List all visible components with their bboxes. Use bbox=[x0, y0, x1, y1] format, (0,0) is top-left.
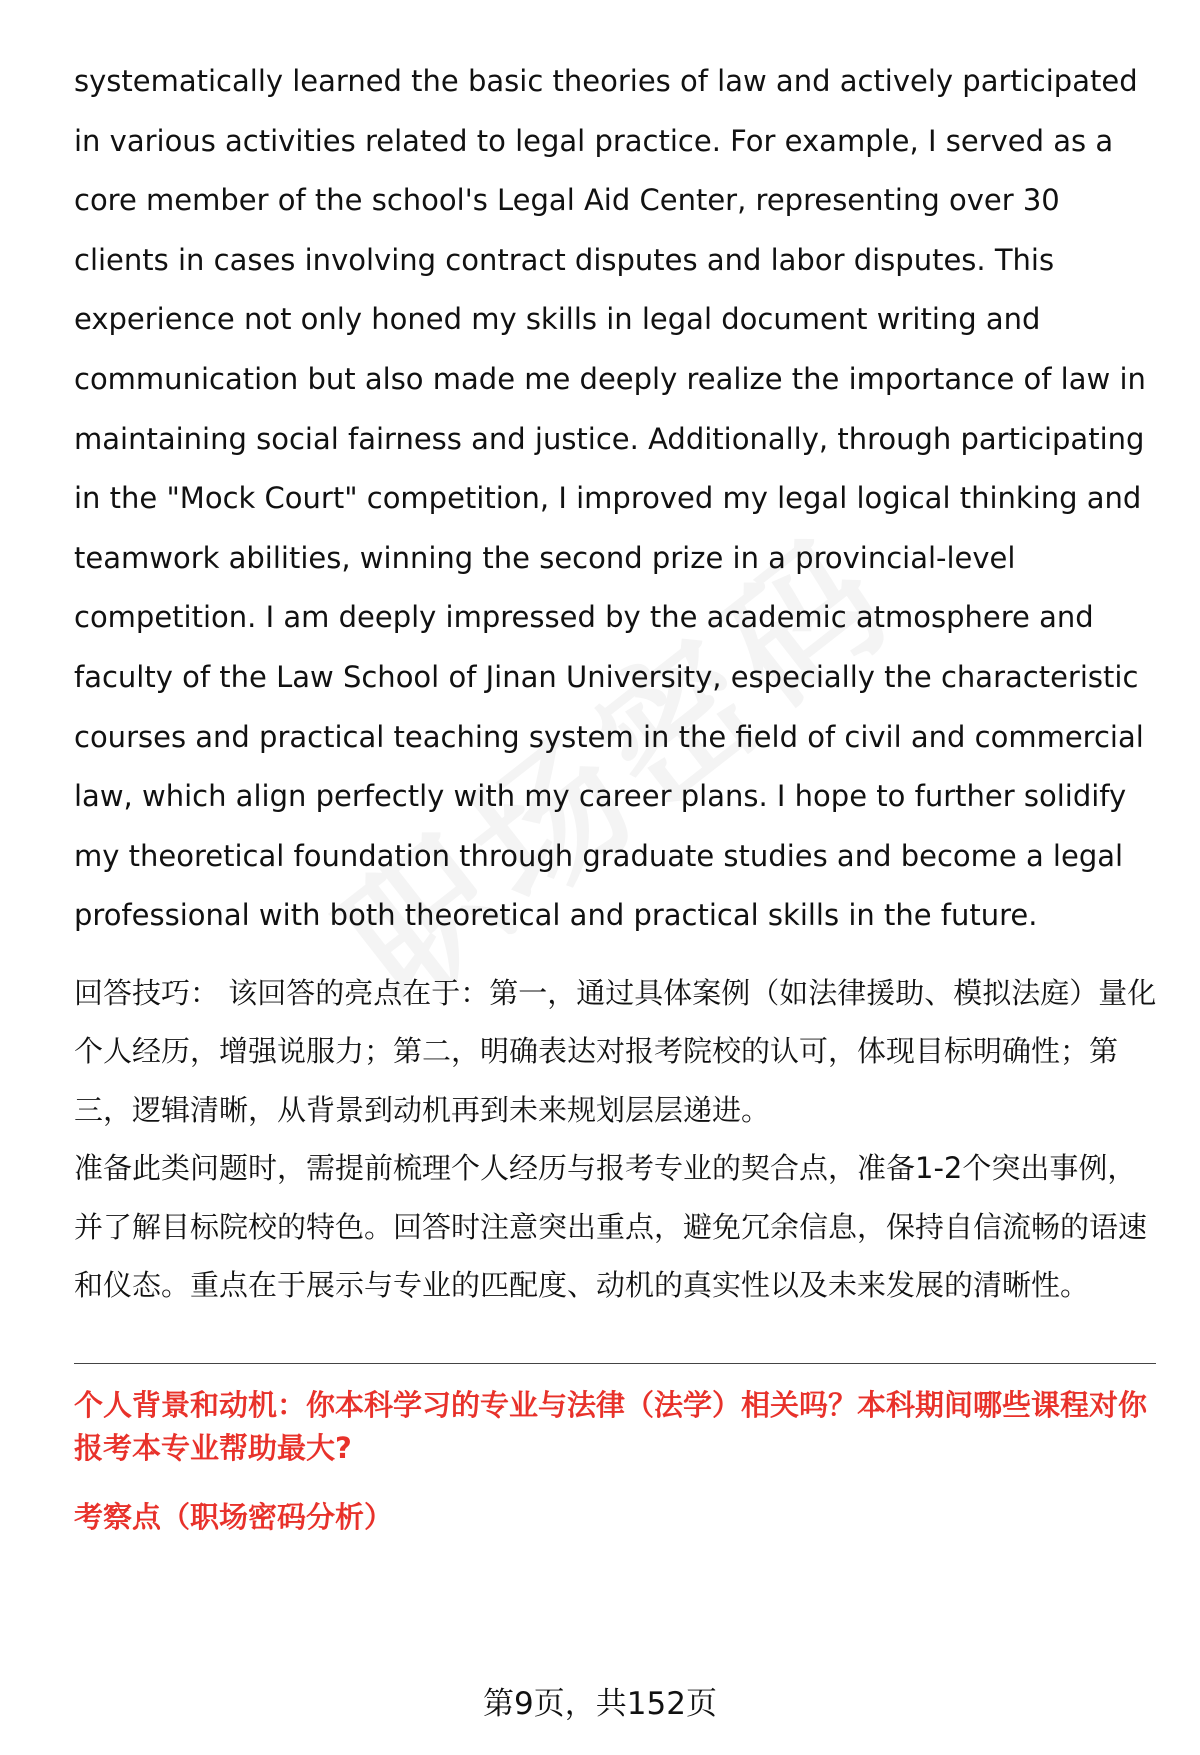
tips-paragraph-2: 准备此类问题时，需提前梳理个人经历与报考专业的契合点，准备1-2个突出事例，并了解目标院校的特色。回答时注意突出重点，避免冗余信息，保持自信流畅的语速和仪态。重点在于展示与专业的匹配度、动机的真实性以及未来发展的清晰性。 bbox=[74, 1151, 1148, 1303]
section-divider bbox=[74, 1363, 1156, 1364]
page-content bbox=[74, 52, 1159, 1539]
assessment-heading: 考察点（职场密码分析） bbox=[74, 1499, 394, 1534]
tips-paragraph-1: 回答技巧： 该回答的亮点在于：第一，通过具体案例（如法律援助、模拟法庭）量化个人经历，增强说服力；第二，明确表达对报考院校的认可，体现目标明确性；第三，逻辑清晰，从背景到动机再到未来规划层层递进。 bbox=[74, 975, 1157, 1127]
page-footer: 第9页，共152页 bbox=[483, 1686, 717, 1722]
question-heading: 个人背景和动机：你本科学习的专业与法律（法学）相关吗？本科期间哪些课程对你报考本专业帮助最大? bbox=[74, 1387, 1148, 1465]
answer-tips bbox=[74, 964, 1159, 1315]
answer-english-paragraph: systematically learned the basic theories of law and actively participated in various activities related to legal practice. For example, I served as a core member of the school's Legal Aid Center, representing over 30 clients in cases involving contract disputes and labor disputes. This experience not only honed my skills in legal document writing and communication but also made me deeply realize the importance of law in maintaining social fairness and justice. Additionally, through participating in the "Mock Court" competition, I improved my legal logical thinking and teamwork abilities, winning the second prize in a provincial-level competition. I am deeply impressed by the academic atmosphere and faculty of the Law School of Jinan University, especially the characteristic courses and practical teaching system in the field of civil and commercial law, which align perfectly with my career plans. I hope to further solidify my theoretical foundation through graduate studies and become a legal professional with both theoretical and practical skills in the future. bbox=[74, 64, 1146, 933]
